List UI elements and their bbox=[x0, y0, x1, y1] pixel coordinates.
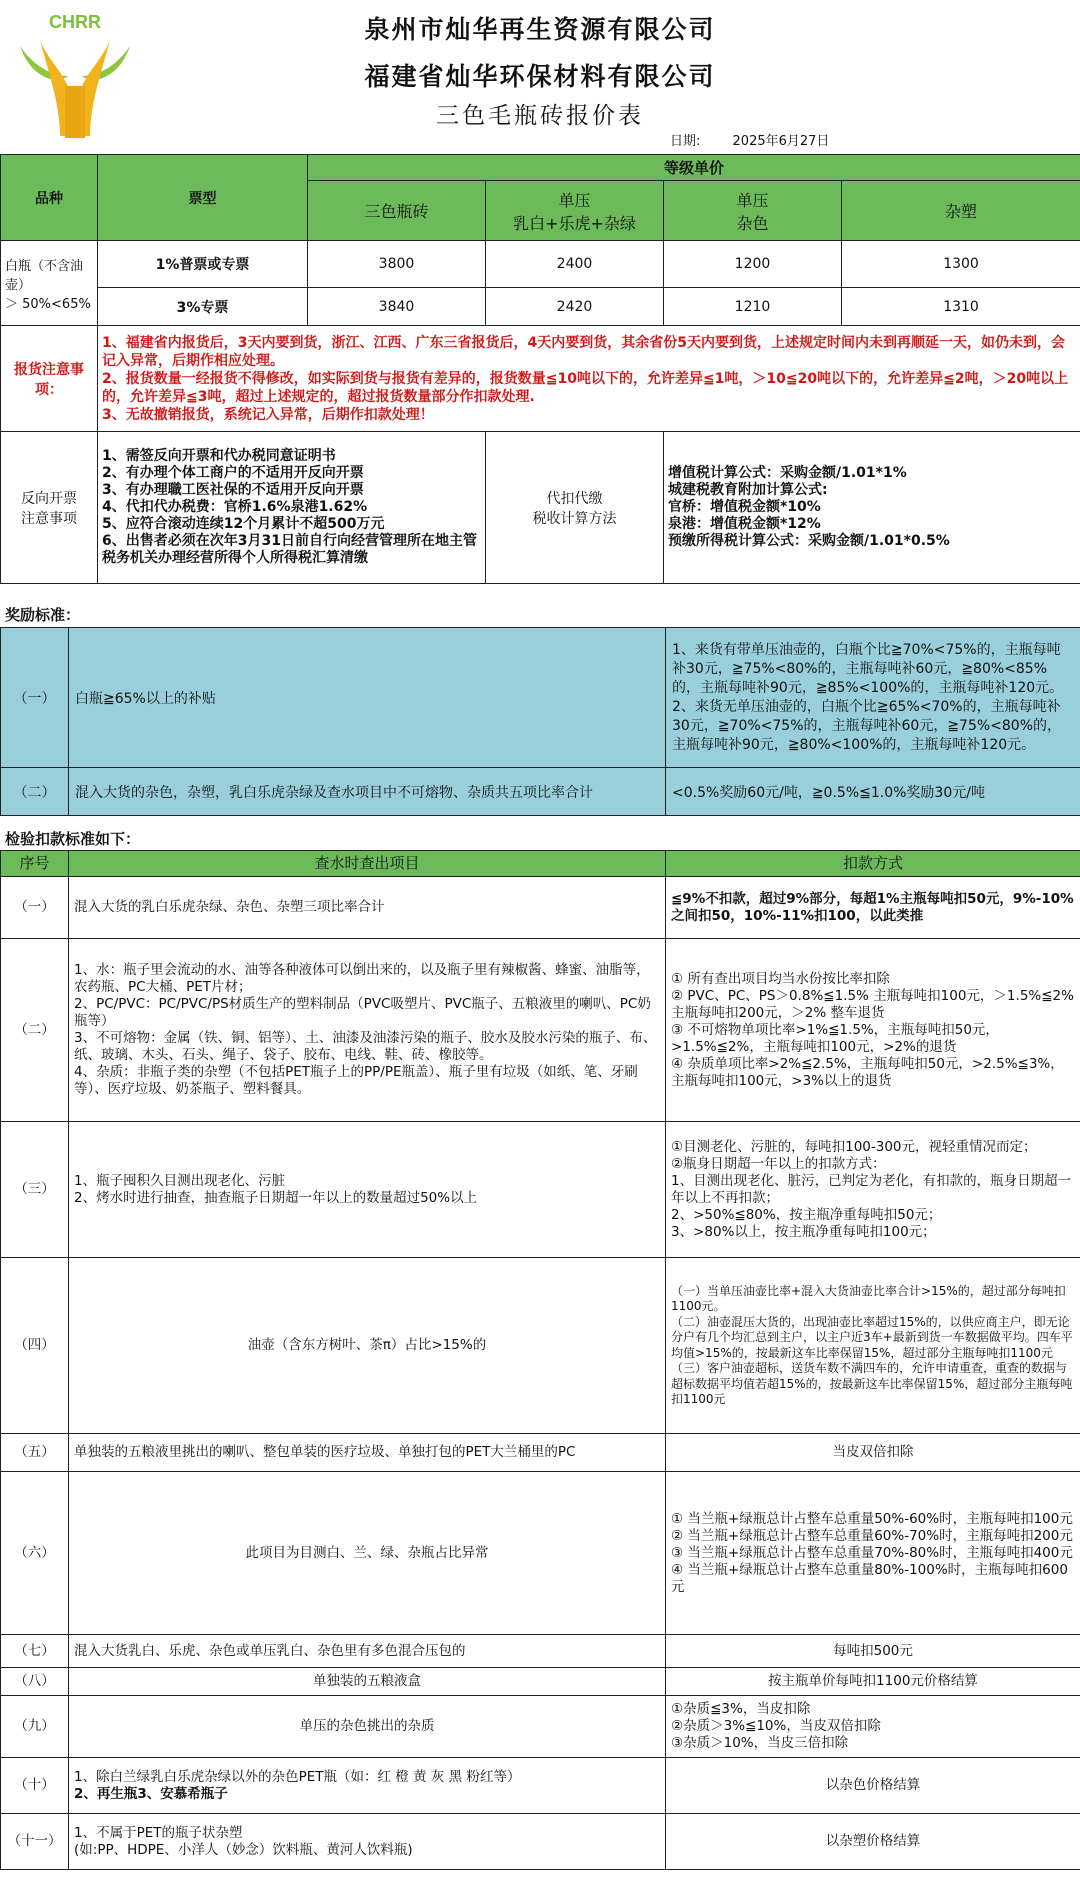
deduct-item: 此项目为目测白、兰、绿、杂瓶占比异常 bbox=[69, 1472, 666, 1635]
reward-line: 1、来货有带单压油壶的，白瓶个比≧70%<75%的，主瓶每吨补30元，≧75%<80%的，主瓶每吨补60元，≧80%<85%的，主瓶每吨补90元，≧85%<100%的，主瓶每吨补120元。 bbox=[672, 641, 1064, 696]
deduct-method-line: ② 当兰瓶+绿瓶总计占整车总重量60%-70%时，主瓶每吨扣200元 bbox=[671, 1527, 1073, 1544]
deduct-method-line: 3、>80%以上，按主瓶净重每吨扣100元； bbox=[671, 1223, 936, 1240]
price-cell: 2420 bbox=[486, 288, 664, 326]
deduct-method: 每吨扣500元 bbox=[666, 1635, 1080, 1668]
deduct-item: 混入大货的乳白乐虎杂绿、杂色、杂塑三项比率合计 bbox=[69, 877, 666, 939]
deduct-item-line: (如:PP、HDPE、小洋人（妙念）饮料瓶、黄河人饮料瓶) bbox=[74, 1841, 413, 1858]
col-variety-header: 品种 bbox=[1, 155, 98, 241]
tax-line: 增值税计算公式：采购金额/1.01*1% bbox=[668, 465, 907, 481]
deduct-header-item: 查水时查出项目 bbox=[69, 851, 666, 877]
deduct-no: （十一） bbox=[1, 1814, 69, 1870]
deduct-method-line: ① 所有查出项目均当水份按比率扣除 bbox=[671, 970, 890, 987]
date-label: 日期: bbox=[670, 134, 701, 149]
invoice-label: 反向开票 注意事项 bbox=[1, 432, 98, 584]
deduct-item-line: 3、不可熔物：金属（铁、铜、铝等）、土、油漆及油漆污染的瓶子、胶水及胶水污染的瓶子、布、纸、玻璃、木头、石头、绳子、袋子、胶布、电线、鞋、砖、橡胶等。 bbox=[74, 1030, 657, 1063]
invoice-line: 4、代扣代办税费：官桥1.6%泉港1.62% bbox=[102, 499, 368, 515]
col-grade-header: 等级单价 bbox=[308, 155, 1080, 181]
tax-line: 泉港：增值税金额*12% bbox=[668, 516, 821, 532]
grade-header: 三色瓶砖 bbox=[308, 181, 486, 241]
reward-no: （一） bbox=[1, 628, 69, 768]
ticket-cell: 3%专票 bbox=[98, 288, 308, 326]
deduct-method: 以杂塑价格结算 bbox=[666, 1814, 1080, 1870]
deduct-no: （一） bbox=[1, 877, 69, 939]
deduct-method-line: ③ 当兰瓶+绿瓶总计占整车总重量70%-80%时，主瓶每吨扣400元 bbox=[671, 1544, 1073, 1561]
deduct-method-line: ②瓶身日期超一年以上的扣款方式： bbox=[671, 1155, 886, 1172]
deduct-item-line: 1、水：瓶子里会流动的水、油等各种液体可以倒出来的，以及瓶子里有辣椒酱、蜂蜜、油脂等，农药瓶、PC大桶、PET片材； bbox=[74, 962, 650, 995]
notice-content bbox=[98, 326, 1080, 432]
deduct-method-line: 2、>50%≦80%，按主瓶净重每吨扣50元； bbox=[671, 1206, 942, 1223]
variety-cell: 白瓶（不含油壶） ＞ 50%<65% bbox=[1, 241, 98, 326]
deduct-method-line: ③ 不可熔物单项比率>1%≦1.5%，主瓶每吨扣50元，>1.5%≦2%，主瓶每吨扣100元，>2%的退货 bbox=[671, 1021, 999, 1055]
deduct-no: （三） bbox=[1, 1122, 69, 1258]
reward-title: 奖励标准： bbox=[5, 606, 81, 624]
deduct-item-line: 1、不属于PET的瓶子状杂塑 bbox=[74, 1824, 243, 1841]
deduct-method: ≦9%不扣款，超过9%部分，每超1%主瓶每吨扣50元，9%-10%之间扣50，10%-11%扣100，以此类推 bbox=[666, 877, 1080, 939]
company-name-2: 福建省灿华环保材料有限公司 bbox=[364, 62, 716, 91]
deduct-item: 单独装的五粮液里挑出的喇叭、整包单装的医疗垃圾、单独打包的PET大兰桶里的PC bbox=[69, 1434, 666, 1472]
price-cell: 1210 bbox=[664, 288, 842, 326]
deduct-item-line: 4、杂质：非瓶子类的杂塑（不包括PET瓶子上的PP/PE瓶盖）、瓶子里有垃圾（如纸、笔、牙刷等）、医疗垃圾、奶茶瓶子、塑料餐具。 bbox=[74, 1064, 638, 1097]
deduct-item bbox=[69, 939, 666, 1122]
company-name-1: 泉州市灿华再生资源有限公司 bbox=[364, 15, 716, 44]
invoice-line: 6、出售者必须在次年3月31日前自行向经营管理所在地主管税务机关办理经营所得个人所得税汇算清缴 bbox=[102, 533, 477, 566]
invoice-line: 2、有办理个体工商户的不适用开反向开票 bbox=[102, 465, 364, 481]
price-cell: 1300 bbox=[842, 241, 1080, 288]
deduct-no: （二） bbox=[1, 939, 69, 1122]
deduct-method-line: ① 当兰瓶+绿瓶总计占整车总重量50%-60%时，主瓶每吨扣100元 bbox=[671, 1510, 1073, 1527]
deduct-method-line: ② PVC、PC、PS＞0.8%≦1.5% 主瓶每吨扣100元，＞1.5%≦2% 主瓶每吨扣200元，＞2% 整车退货 bbox=[671, 987, 1074, 1021]
notice-line: 1、福建省内报货后，3天内要到货，浙江、江西、广东三省报货后，4天内要到货，其余省份5天内要到货，上述规定时间内未到再顺延一天，如仍未到，会记入异常，后期作相应处理。 bbox=[102, 334, 1065, 369]
reward-line: <0.5%奖励60元/吨，≧0.5%≦1.0%奖励30元/吨 bbox=[666, 768, 1080, 816]
deduct-method-line: 1、目测出现老化、脏污，已判定为老化，有扣款的，瓶身日期超一年以上不再扣款； bbox=[671, 1172, 1072, 1206]
grade-header: 单压 乳白+乐虎+杂绿 bbox=[486, 181, 664, 241]
deduct-method-line: （一）当单压油壶比率+混入大货油壶比率合计>15%的，超过部分每吨扣1100元。 bbox=[671, 1283, 1066, 1313]
deduct-header-method: 扣款方式 bbox=[666, 851, 1080, 877]
notice-line: 3、无故撤销报货，系统记入异常，后期作扣款处理！ bbox=[102, 406, 434, 423]
deduct-method-line: （二）油壶混压大货的，出现油壶比率超过15%的，以供应商主户，即无论分户有几个均汇总到主户，以主户近3车+最新到货一车数据做平均。四车平均值>15%的，按最新这车比率保留15%，超过部分主瓶每吨扣1100元 bbox=[671, 1314, 1073, 1360]
reward-line: 2、来货无单压油壶的，白瓶个比≧65%<70%的，主瓶每吨补30元，≧70%<75%的，主瓶每吨补60元，≧75%<80%的，主瓶每吨补90元，≧80%<100%的，主瓶每吨补120元。 bbox=[672, 698, 1062, 753]
deduct-item-line: 1、瓶子囤积久目测出现老化、污脏 bbox=[74, 1172, 286, 1189]
deduct-item-line: 2、再生瓶3、安慕希瓶子 bbox=[74, 1785, 228, 1802]
deduct-item-line: 1、除白兰绿乳白乐虎杂绿以外的杂色PET瓶（如：红 橙 黄 灰 黑 粉红等） bbox=[74, 1768, 521, 1785]
deduct-item: 油壶（含东方树叶、茶π）占比>15%的 bbox=[69, 1258, 666, 1434]
grade-header: 杂塑 bbox=[842, 181, 1080, 241]
reward-item: 混入大货的杂色，杂塑，乳白乐虎杂绿及查水项目中不可熔物、杂质共五项比率合计 bbox=[69, 768, 666, 816]
deduct-method bbox=[666, 1696, 1080, 1758]
tax-label: 代扣代缴 税收计算方法 bbox=[486, 432, 664, 584]
invoice-line: 5、应符合滚动连续12个月累计不超500万元 bbox=[102, 516, 385, 532]
deduct-item bbox=[69, 1758, 666, 1814]
price-table bbox=[0, 154, 1080, 584]
notice-line: 2、报货数量一经报货不得修改，如实际到货与报货有差异的，报货数量≦10吨以下的，允许差异≦1吨，＞10≦20吨以下的，允许差异≦2吨，＞20吨以上的，允许差异≦3吨，超过上述规定的，超过报货数量部分作扣款处理. bbox=[102, 370, 1069, 405]
logo-text: CHRR bbox=[49, 12, 101, 32]
price-cell: 1310 bbox=[842, 288, 1080, 326]
col-ticket-header: 票型 bbox=[98, 155, 308, 241]
deduct-no: （六） bbox=[1, 1472, 69, 1635]
deduct-no: （七） bbox=[1, 1635, 69, 1668]
deduct-method bbox=[666, 1258, 1080, 1434]
tax-line: 城建税教育附加计算公式: bbox=[668, 482, 828, 498]
document-header bbox=[0, 0, 1080, 150]
deduct-item-line: 2、PC/PVC：PC/PVC/PS材质生产的塑料制品（PVC吸塑片、PVC瓶子、五粮液里的喇叭、PC奶瓶等） bbox=[74, 996, 651, 1029]
deduct-method-line: ①杂质≦3%，当皮扣除 bbox=[671, 1701, 811, 1717]
deduct-item bbox=[69, 1122, 666, 1258]
price-cell: 3840 bbox=[308, 288, 486, 326]
deduct-method bbox=[666, 1122, 1080, 1258]
deduct-item bbox=[69, 1814, 666, 1870]
reward-item: 白瓶≧65%以上的补贴 bbox=[69, 628, 666, 768]
tax-line: 预缴所得税计算公式：采购金额/1.01*0.5% bbox=[668, 533, 950, 549]
deduct-header-no: 序号 bbox=[1, 851, 69, 877]
deduct-no: （四） bbox=[1, 1258, 69, 1434]
deduct-item: 单压的杂色挑出的杂质 bbox=[69, 1696, 666, 1758]
deduct-no: （八） bbox=[1, 1668, 69, 1696]
deduct-method bbox=[666, 939, 1080, 1122]
deduct-title: 检验扣款标准如下： bbox=[5, 830, 141, 848]
invoice-line: 1、需签反向开票和代办税同意证明书 bbox=[102, 448, 336, 464]
reward-table bbox=[0, 627, 1080, 816]
price-cell: 2400 bbox=[486, 241, 664, 288]
price-cell: 1200 bbox=[664, 241, 842, 288]
tax-notes bbox=[664, 432, 1080, 584]
deduct-item: 混入大货乳白、乐虎、杂色或单压乳白、杂色里有多色混合压包的 bbox=[69, 1635, 666, 1668]
sheet-title: 三色毛瓶砖报价表 bbox=[436, 103, 644, 129]
deduct-no: （九） bbox=[1, 1696, 69, 1758]
ticket-cell: 1%普票或专票 bbox=[98, 241, 308, 288]
deduct-no: （五） bbox=[1, 1434, 69, 1472]
deduct-table bbox=[0, 850, 1080, 1870]
tax-line: 官桥：增值税金额*10% bbox=[668, 499, 821, 515]
grade-header: 单压 杂色 bbox=[664, 181, 842, 241]
date-value: 2025年6月27日 bbox=[732, 134, 830, 149]
deduct-item-line: 2、烤水时进行抽查，抽查瓶子日期超一年以上的数量超过50%以上 bbox=[74, 1189, 478, 1206]
reward-detail bbox=[666, 628, 1080, 768]
invoice-notes bbox=[98, 432, 486, 584]
date-row bbox=[670, 130, 829, 149]
price-cell: 3800 bbox=[308, 241, 486, 288]
reward-no: （二） bbox=[1, 768, 69, 816]
invoice-line: 3、有办理職工医社保的不适用开反向开票 bbox=[102, 482, 364, 498]
deduct-item: 单独装的五粮液盒 bbox=[69, 1668, 666, 1696]
deduct-method-line: ③杂质＞10%，当皮三倍扣除 bbox=[671, 1735, 849, 1751]
deduct-method: 按主瓶单价每吨扣1100元价格结算 bbox=[666, 1668, 1080, 1696]
deduct-method-line: （三）客户油壶超标，送货车数不满四车的，允许申请重查，重查的数据与超标数据平均值若超15%的，按最新这车比率保留15%，超过部分主瓶每吨扣1100元 bbox=[671, 1361, 1073, 1406]
deduct-method-line: ④ 杂质单项比率>2%≦2.5%，主瓶每吨扣50元，>2.5%≦3%，主瓶每吨扣100元，>3%以上的退货 bbox=[671, 1055, 1064, 1089]
deduct-method-line: ④ 当兰瓶+绿瓶总计占整车总重量80%-100%时，主瓶每吨扣600元 bbox=[671, 1561, 1068, 1595]
deduct-method: 以杂色价格结算 bbox=[666, 1758, 1080, 1814]
deduct-method-line: ②杂质＞3%≦10%，当皮双倍扣除 bbox=[671, 1718, 881, 1734]
notice-label: 报货注意事项： bbox=[1, 326, 98, 432]
deduct-method bbox=[666, 1472, 1080, 1635]
deduct-method-line: ①目测老化、污脏的，每吨扣100-300元，视轻重情况而定； bbox=[671, 1138, 1037, 1155]
deduct-method: 当皮双倍扣除 bbox=[666, 1434, 1080, 1472]
deduct-no: （十） bbox=[1, 1758, 69, 1814]
